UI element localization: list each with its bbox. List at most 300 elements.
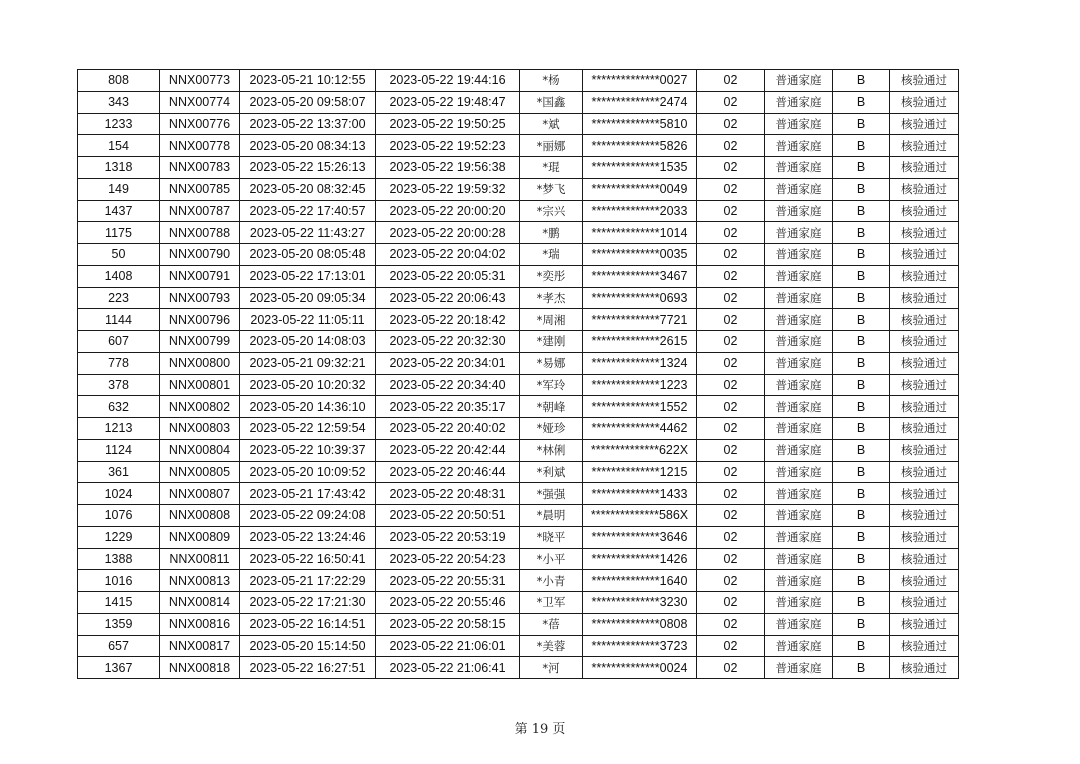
cell-serial-number: 607 — [78, 331, 160, 353]
cell-review-status: 核验通过 — [890, 135, 959, 157]
cell-review-status: 核验通过 — [890, 396, 959, 418]
cell-grade: B — [833, 374, 890, 396]
cell-review-time: 2023-05-22 20:06:43 — [376, 287, 520, 309]
cell-grade: B — [833, 178, 890, 200]
table-row — [78, 113, 959, 135]
cell-applicant-name: *斌 — [520, 113, 583, 135]
cell-application-id: NNX00807 — [160, 483, 240, 505]
cell-grade: B — [833, 635, 890, 657]
cell-grade: B — [833, 157, 890, 179]
cell-applicant-name: *利斌 — [520, 461, 583, 483]
cell-applicant-name: *军玲 — [520, 374, 583, 396]
cell-submit-time: 2023-05-20 14:36:10 — [240, 396, 376, 418]
cell-application-id: NNX00805 — [160, 461, 240, 483]
cell-family-type: 普通家庭 — [765, 439, 833, 461]
cell-application-id: NNX00783 — [160, 157, 240, 179]
table-row — [78, 505, 959, 527]
cell-review-status: 核验通过 — [890, 483, 959, 505]
cell-submit-time: 2023-05-21 10:12:55 — [240, 70, 376, 92]
cell-review-status: 核验通过 — [890, 244, 959, 266]
cell-id-number: **************2474 — [583, 91, 697, 113]
cell-category-code: 02 — [697, 331, 765, 353]
cell-serial-number: 632 — [78, 396, 160, 418]
cell-id-number: **************1014 — [583, 222, 697, 244]
cell-application-id: NNX00790 — [160, 244, 240, 266]
cell-category-code: 02 — [697, 352, 765, 374]
cell-submit-time: 2023-05-21 17:22:29 — [240, 570, 376, 592]
table-row — [78, 70, 959, 92]
cell-serial-number: 378 — [78, 374, 160, 396]
cell-review-time: 2023-05-22 20:34:40 — [376, 374, 520, 396]
cell-grade: B — [833, 352, 890, 374]
cell-family-type: 普通家庭 — [765, 200, 833, 222]
cell-submit-time: 2023-05-22 16:50:41 — [240, 548, 376, 570]
cell-applicant-name: *丽娜 — [520, 135, 583, 157]
cell-submit-time: 2023-05-22 16:27:51 — [240, 657, 376, 679]
cell-family-type: 普通家庭 — [765, 374, 833, 396]
cell-serial-number: 1318 — [78, 157, 160, 179]
cell-grade: B — [833, 418, 890, 440]
cell-category-code: 02 — [697, 396, 765, 418]
table-row — [78, 439, 959, 461]
cell-submit-time: 2023-05-20 08:05:48 — [240, 244, 376, 266]
cell-category-code: 02 — [697, 657, 765, 679]
cell-review-time: 2023-05-22 20:42:44 — [376, 439, 520, 461]
cell-category-code: 02 — [697, 309, 765, 331]
cell-submit-time: 2023-05-22 12:59:54 — [240, 418, 376, 440]
cell-family-type: 普通家庭 — [765, 157, 833, 179]
cell-category-code: 02 — [697, 91, 765, 113]
table-row — [78, 418, 959, 440]
table-row — [78, 244, 959, 266]
records-table — [77, 69, 959, 679]
cell-applicant-name: *河 — [520, 657, 583, 679]
cell-id-number: **************1552 — [583, 396, 697, 418]
cell-id-number: **************7721 — [583, 309, 697, 331]
cell-review-status: 核验通过 — [890, 592, 959, 614]
cell-review-status: 核验通过 — [890, 657, 959, 679]
cell-category-code: 02 — [697, 505, 765, 527]
cell-submit-time: 2023-05-22 13:37:00 — [240, 113, 376, 135]
cell-review-status: 核验通过 — [890, 200, 959, 222]
cell-submit-time: 2023-05-22 17:40:57 — [240, 200, 376, 222]
cell-id-number: **************1426 — [583, 548, 697, 570]
cell-application-id: NNX00817 — [160, 635, 240, 657]
cell-applicant-name: *瑞 — [520, 244, 583, 266]
cell-review-status: 核验通过 — [890, 287, 959, 309]
cell-review-status: 核验通过 — [890, 548, 959, 570]
cell-application-id: NNX00818 — [160, 657, 240, 679]
cell-serial-number: 1124 — [78, 439, 160, 461]
cell-review-status: 核验通过 — [890, 70, 959, 92]
cell-review-status: 核验通过 — [890, 613, 959, 635]
cell-review-time: 2023-05-22 20:35:17 — [376, 396, 520, 418]
records-table-body — [78, 70, 959, 679]
cell-id-number: **************0024 — [583, 657, 697, 679]
cell-submit-time: 2023-05-20 15:14:50 — [240, 635, 376, 657]
cell-review-status: 核验通过 — [890, 439, 959, 461]
cell-review-status: 核验通过 — [890, 374, 959, 396]
cell-id-number: **************5826 — [583, 135, 697, 157]
cell-category-code: 02 — [697, 570, 765, 592]
cell-application-id: NNX00773 — [160, 70, 240, 92]
cell-application-id: NNX00811 — [160, 548, 240, 570]
cell-id-number: **************0049 — [583, 178, 697, 200]
cell-category-code: 02 — [697, 113, 765, 135]
cell-id-number: **************1640 — [583, 570, 697, 592]
cell-family-type: 普通家庭 — [765, 309, 833, 331]
table-row — [78, 200, 959, 222]
cell-category-code: 02 — [697, 178, 765, 200]
cell-grade: B — [833, 483, 890, 505]
cell-id-number: **************3230 — [583, 592, 697, 614]
cell-applicant-name: *强强 — [520, 483, 583, 505]
cell-serial-number: 1437 — [78, 200, 160, 222]
cell-family-type: 普通家庭 — [765, 287, 833, 309]
cell-application-id: NNX00793 — [160, 287, 240, 309]
cell-applicant-name: *杨 — [520, 70, 583, 92]
table-row — [78, 331, 959, 353]
cell-review-time: 2023-05-22 20:05:31 — [376, 265, 520, 287]
cell-applicant-name: *小平 — [520, 548, 583, 570]
cell-serial-number: 1016 — [78, 570, 160, 592]
cell-submit-time: 2023-05-20 14:08:03 — [240, 331, 376, 353]
cell-review-status: 核验通过 — [890, 331, 959, 353]
cell-family-type: 普通家庭 — [765, 396, 833, 418]
cell-id-number: **************586X — [583, 505, 697, 527]
cell-family-type: 普通家庭 — [765, 91, 833, 113]
cell-application-id: NNX00814 — [160, 592, 240, 614]
cell-grade: B — [833, 135, 890, 157]
cell-applicant-name: *卫军 — [520, 592, 583, 614]
cell-grade: B — [833, 461, 890, 483]
cell-submit-time: 2023-05-20 09:58:07 — [240, 91, 376, 113]
cell-serial-number: 361 — [78, 461, 160, 483]
cell-review-time: 2023-05-22 19:59:32 — [376, 178, 520, 200]
cell-family-type: 普通家庭 — [765, 505, 833, 527]
cell-submit-time: 2023-05-22 09:24:08 — [240, 505, 376, 527]
cell-category-code: 02 — [697, 635, 765, 657]
table-row — [78, 548, 959, 570]
cell-id-number: **************3723 — [583, 635, 697, 657]
cell-review-status: 核验通过 — [890, 113, 959, 135]
cell-category-code: 02 — [697, 461, 765, 483]
cell-category-code: 02 — [697, 287, 765, 309]
cell-id-number: **************3467 — [583, 265, 697, 287]
cell-submit-time: 2023-05-20 09:05:34 — [240, 287, 376, 309]
cell-family-type: 普通家庭 — [765, 461, 833, 483]
cell-grade: B — [833, 70, 890, 92]
cell-id-number: **************5810 — [583, 113, 697, 135]
cell-review-time: 2023-05-22 20:32:30 — [376, 331, 520, 353]
cell-applicant-name: *鹏 — [520, 222, 583, 244]
table-row — [78, 91, 959, 113]
cell-serial-number: 1144 — [78, 309, 160, 331]
cell-serial-number: 343 — [78, 91, 160, 113]
cell-review-time: 2023-05-22 19:50:25 — [376, 113, 520, 135]
cell-serial-number: 1233 — [78, 113, 160, 135]
cell-category-code: 02 — [697, 418, 765, 440]
cell-id-number: **************2615 — [583, 331, 697, 353]
cell-serial-number: 1175 — [78, 222, 160, 244]
cell-applicant-name: *晨明 — [520, 505, 583, 527]
cell-applicant-name: *周湘 — [520, 309, 583, 331]
cell-id-number: **************1535 — [583, 157, 697, 179]
cell-category-code: 02 — [697, 244, 765, 266]
cell-submit-time: 2023-05-22 11:05:11 — [240, 309, 376, 331]
cell-review-time: 2023-05-22 20:18:42 — [376, 309, 520, 331]
cell-application-id: NNX00801 — [160, 374, 240, 396]
cell-review-status: 核验通过 — [890, 91, 959, 113]
cell-grade: B — [833, 113, 890, 135]
cell-id-number: **************1324 — [583, 352, 697, 374]
cell-grade: B — [833, 613, 890, 635]
cell-grade: B — [833, 570, 890, 592]
cell-category-code: 02 — [697, 439, 765, 461]
cell-serial-number: 808 — [78, 70, 160, 92]
cell-family-type: 普通家庭 — [765, 113, 833, 135]
cell-id-number: **************0027 — [583, 70, 697, 92]
cell-review-time: 2023-05-22 19:44:16 — [376, 70, 520, 92]
cell-review-status: 核验通过 — [890, 635, 959, 657]
cell-review-time: 2023-05-22 20:48:31 — [376, 483, 520, 505]
cell-review-time: 2023-05-22 19:52:23 — [376, 135, 520, 157]
cell-grade: B — [833, 309, 890, 331]
cell-serial-number: 223 — [78, 287, 160, 309]
cell-category-code: 02 — [697, 548, 765, 570]
cell-submit-time: 2023-05-22 13:24:46 — [240, 526, 376, 548]
cell-review-status: 核验通过 — [890, 309, 959, 331]
cell-review-status: 核验通过 — [890, 157, 959, 179]
cell-serial-number: 50 — [78, 244, 160, 266]
cell-grade: B — [833, 592, 890, 614]
cell-review-status: 核验通过 — [890, 418, 959, 440]
cell-category-code: 02 — [697, 265, 765, 287]
cell-id-number: **************3646 — [583, 526, 697, 548]
cell-applicant-name: *梦飞 — [520, 178, 583, 200]
cell-review-time: 2023-05-22 19:48:47 — [376, 91, 520, 113]
cell-category-code: 02 — [697, 526, 765, 548]
cell-id-number: **************0035 — [583, 244, 697, 266]
cell-family-type: 普通家庭 — [765, 70, 833, 92]
cell-application-id: NNX00776 — [160, 113, 240, 135]
cell-grade: B — [833, 200, 890, 222]
cell-application-id: NNX00816 — [160, 613, 240, 635]
cell-application-id: NNX00788 — [160, 222, 240, 244]
cell-family-type: 普通家庭 — [765, 483, 833, 505]
table-row — [78, 178, 959, 200]
cell-serial-number: 1367 — [78, 657, 160, 679]
cell-review-status: 核验通过 — [890, 178, 959, 200]
cell-family-type: 普通家庭 — [765, 265, 833, 287]
table-row — [78, 461, 959, 483]
cell-id-number: **************0808 — [583, 613, 697, 635]
cell-category-code: 02 — [697, 483, 765, 505]
cell-application-id: NNX00813 — [160, 570, 240, 592]
cell-applicant-name: *国鑫 — [520, 91, 583, 113]
cell-review-status: 核验通过 — [890, 461, 959, 483]
table-row — [78, 570, 959, 592]
cell-application-id: NNX00778 — [160, 135, 240, 157]
cell-submit-time: 2023-05-21 17:43:42 — [240, 483, 376, 505]
cell-applicant-name: *孝杰 — [520, 287, 583, 309]
cell-id-number: **************4462 — [583, 418, 697, 440]
cell-category-code: 02 — [697, 613, 765, 635]
cell-applicant-name: *小青 — [520, 570, 583, 592]
cell-submit-time: 2023-05-22 11:43:27 — [240, 222, 376, 244]
cell-grade: B — [833, 396, 890, 418]
cell-family-type: 普通家庭 — [765, 135, 833, 157]
cell-application-id: NNX00774 — [160, 91, 240, 113]
cell-id-number: **************1215 — [583, 461, 697, 483]
cell-category-code: 02 — [697, 222, 765, 244]
cell-review-time: 2023-05-22 20:53:19 — [376, 526, 520, 548]
cell-application-id: NNX00796 — [160, 309, 240, 331]
cell-review-time: 2023-05-22 20:58:15 — [376, 613, 520, 635]
table-row — [78, 135, 959, 157]
table-row — [78, 592, 959, 614]
cell-category-code: 02 — [697, 200, 765, 222]
cell-serial-number: 778 — [78, 352, 160, 374]
table-row — [78, 657, 959, 679]
cell-applicant-name: *朝峰 — [520, 396, 583, 418]
cell-grade: B — [833, 331, 890, 353]
page-number: 第 19 页 — [514, 722, 566, 737]
table-row — [78, 635, 959, 657]
cell-applicant-name: *晓平 — [520, 526, 583, 548]
cell-family-type: 普通家庭 — [765, 592, 833, 614]
cell-review-time: 2023-05-22 20:50:51 — [376, 505, 520, 527]
cell-family-type: 普通家庭 — [765, 222, 833, 244]
cell-review-time: 2023-05-22 20:00:20 — [376, 200, 520, 222]
cell-application-id: NNX00787 — [160, 200, 240, 222]
cell-review-status: 核验通过 — [890, 352, 959, 374]
cell-applicant-name: *宗兴 — [520, 200, 583, 222]
cell-category-code: 02 — [697, 70, 765, 92]
cell-review-time: 2023-05-22 21:06:41 — [376, 657, 520, 679]
cell-grade: B — [833, 505, 890, 527]
cell-applicant-name: *蓓 — [520, 613, 583, 635]
cell-category-code: 02 — [697, 157, 765, 179]
cell-review-status: 核验通过 — [890, 505, 959, 527]
cell-submit-time: 2023-05-20 08:32:45 — [240, 178, 376, 200]
cell-family-type: 普通家庭 — [765, 352, 833, 374]
cell-submit-time: 2023-05-22 10:39:37 — [240, 439, 376, 461]
cell-category-code: 02 — [697, 374, 765, 396]
cell-applicant-name: *易娜 — [520, 352, 583, 374]
cell-review-time: 2023-05-22 20:55:46 — [376, 592, 520, 614]
table-row — [78, 222, 959, 244]
cell-application-id: NNX00791 — [160, 265, 240, 287]
cell-id-number: **************1433 — [583, 483, 697, 505]
cell-application-id: NNX00800 — [160, 352, 240, 374]
cell-review-time: 2023-05-22 19:56:38 — [376, 157, 520, 179]
cell-serial-number: 1415 — [78, 592, 160, 614]
cell-grade: B — [833, 526, 890, 548]
cell-review-time: 2023-05-22 20:54:23 — [376, 548, 520, 570]
cell-grade: B — [833, 657, 890, 679]
cell-application-id: NNX00785 — [160, 178, 240, 200]
cell-application-id: NNX00808 — [160, 505, 240, 527]
cell-family-type: 普通家庭 — [765, 635, 833, 657]
cell-applicant-name: *琨 — [520, 157, 583, 179]
cell-serial-number: 1229 — [78, 526, 160, 548]
cell-submit-time: 2023-05-22 16:14:51 — [240, 613, 376, 635]
cell-application-id: NNX00799 — [160, 331, 240, 353]
cell-serial-number: 154 — [78, 135, 160, 157]
cell-review-time: 2023-05-22 20:04:02 — [376, 244, 520, 266]
cell-family-type: 普通家庭 — [765, 244, 833, 266]
cell-serial-number: 657 — [78, 635, 160, 657]
table-row — [78, 309, 959, 331]
cell-id-number: **************0693 — [583, 287, 697, 309]
table-row — [78, 265, 959, 287]
cell-grade: B — [833, 548, 890, 570]
cell-submit-time: 2023-05-20 10:09:52 — [240, 461, 376, 483]
table-row — [78, 352, 959, 374]
cell-application-id: NNX00802 — [160, 396, 240, 418]
cell-serial-number: 1388 — [78, 548, 160, 570]
cell-grade: B — [833, 265, 890, 287]
cell-id-number: **************2033 — [583, 200, 697, 222]
cell-application-id: NNX00804 — [160, 439, 240, 461]
table-row — [78, 396, 959, 418]
cell-grade: B — [833, 91, 890, 113]
cell-grade: B — [833, 244, 890, 266]
cell-submit-time: 2023-05-21 09:32:21 — [240, 352, 376, 374]
cell-application-id: NNX00809 — [160, 526, 240, 548]
table-row — [78, 374, 959, 396]
cell-review-status: 核验通过 — [890, 222, 959, 244]
cell-application-id: NNX00803 — [160, 418, 240, 440]
table-row — [78, 526, 959, 548]
cell-submit-time: 2023-05-22 15:26:13 — [240, 157, 376, 179]
cell-serial-number: 1213 — [78, 418, 160, 440]
cell-applicant-name: *美蓉 — [520, 635, 583, 657]
cell-family-type: 普通家庭 — [765, 526, 833, 548]
cell-submit-time: 2023-05-22 17:21:30 — [240, 592, 376, 614]
cell-review-status: 核验通过 — [890, 570, 959, 592]
cell-category-code: 02 — [697, 592, 765, 614]
cell-family-type: 普通家庭 — [765, 418, 833, 440]
table-row — [78, 483, 959, 505]
table-row — [78, 613, 959, 635]
cell-submit-time: 2023-05-22 17:13:01 — [240, 265, 376, 287]
cell-review-time: 2023-05-22 20:55:31 — [376, 570, 520, 592]
cell-applicant-name: *娅珍 — [520, 418, 583, 440]
cell-grade: B — [833, 222, 890, 244]
cell-family-type: 普通家庭 — [765, 548, 833, 570]
cell-review-time: 2023-05-22 20:40:02 — [376, 418, 520, 440]
cell-grade: B — [833, 439, 890, 461]
cell-applicant-name: *奕彤 — [520, 265, 583, 287]
cell-submit-time: 2023-05-20 10:20:32 — [240, 374, 376, 396]
cell-family-type: 普通家庭 — [765, 331, 833, 353]
cell-serial-number: 1408 — [78, 265, 160, 287]
cell-family-type: 普通家庭 — [765, 657, 833, 679]
table-row — [78, 287, 959, 309]
cell-family-type: 普通家庭 — [765, 570, 833, 592]
table-row — [78, 157, 959, 179]
cell-review-time: 2023-05-22 20:46:44 — [376, 461, 520, 483]
cell-serial-number: 1359 — [78, 613, 160, 635]
cell-review-status: 核验通过 — [890, 265, 959, 287]
cell-review-status: 核验通过 — [890, 526, 959, 548]
cell-review-time: 2023-05-22 20:34:01 — [376, 352, 520, 374]
cell-serial-number: 149 — [78, 178, 160, 200]
cell-review-time: 2023-05-22 20:00:28 — [376, 222, 520, 244]
cell-submit-time: 2023-05-20 08:34:13 — [240, 135, 376, 157]
